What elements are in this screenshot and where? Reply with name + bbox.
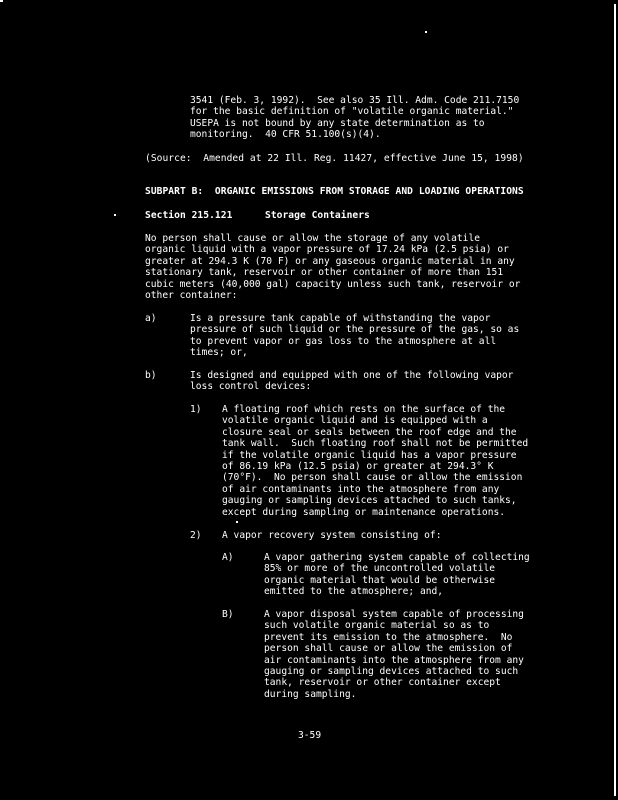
item-b2a-text [264, 552, 530, 598]
text-line: tank, reservoir or other container except [264, 677, 501, 689]
item-a-label: a) [145, 313, 157, 324]
text-line: 3541 (Feb. 3, 1992). See also 35 Ill. Adm. Code 211.7150 [190, 95, 520, 106]
text-line: Is a pressure tank capable of withstanding the vapor [190, 313, 491, 324]
text-line: organic material that would be otherwise [264, 574, 496, 586]
text-line: USEPA is not bound by any state determination as to [190, 117, 485, 129]
text-line: greater at 294.3 K (70 F) or any gaseous organic material in any [145, 255, 515, 267]
text-line: except during sampling or maintenance operations. [222, 506, 506, 518]
text-line: 85% or more of the uncontrolled volatile [264, 563, 496, 575]
main-paragraph [145, 233, 520, 301]
text-line: times; or, [190, 347, 248, 359]
item-b-label: b) [145, 370, 157, 381]
text-line: such volatile organic material so as to [264, 620, 490, 632]
text-line: volatile organic liquid and is equipped with a [222, 415, 488, 427]
scan-edge-right [614, 4, 616, 796]
text-line: of 86.19 kPa (12.5 psia) or greater at 294.3° K [222, 461, 494, 473]
section-title: Storage Containers [265, 210, 370, 221]
text-line: A vapor disposal system capable of processing [264, 609, 524, 620]
text-line: A vapor gathering system capable of collecting [264, 552, 530, 563]
text-line: to prevent vapor or gas loss to the atmosphere at all [190, 335, 497, 347]
text-line: Is designed and equipped with one of the following vapor [190, 370, 514, 381]
text-line: loss control devices: [190, 381, 312, 393]
subpart-heading: SUBPART B: ORGANIC EMISSIONS FROM STORAGE AND LOADING OPERATIONS [145, 186, 524, 197]
text-line: gauging or sampling devices attached to such tanks, [222, 495, 517, 507]
text-line: cubic meters (40,000 gal) capacity unless such tank, reservoir or [145, 278, 521, 290]
item-b2a-label: A) [222, 552, 234, 563]
text-line: gauging or sampling devices attached to such [264, 666, 519, 678]
text-line: No person shall cause or allow the storage of any volatile [145, 233, 481, 244]
scan-speck [236, 521, 238, 523]
text-line: during sampling. [264, 688, 357, 700]
item-b1-label: 1) [190, 404, 202, 415]
text-line: tank wall. Such floating roof shall not be permitted [222, 438, 529, 450]
text-line: if the volatile organic liquid has a vapor pressure [222, 449, 517, 461]
intro-paragraph [190, 95, 519, 141]
scan-speck [114, 214, 116, 216]
text-line: emitted to the atmosphere; and, [264, 586, 444, 598]
text-line: person shall cause or allow the emission of [264, 643, 513, 655]
item-b2b-text [264, 609, 524, 700]
page-number: 3-59 [298, 730, 322, 741]
text-line: for the basic definition of "volatile organic material." [190, 106, 514, 118]
text-line: of air contaminants into the atmosphere from any [222, 483, 500, 495]
text-line: organic liquid with a vapor pressure of 17.24 kPa (2.5 psia) or [145, 244, 509, 256]
item-b2b-label: B) [222, 609, 234, 620]
item-a-text [190, 313, 519, 359]
item-b2-text [222, 530, 442, 541]
text-line: monitoring. 40 CFR 51.100(s)(4). [190, 129, 381, 141]
text-line: closure seal or seals between the roof edge and the [222, 426, 517, 438]
text-line: stationary tank, reservoir or other container of more than 151 [145, 267, 504, 279]
text-line: A vapor recovery system consisting of: [222, 530, 442, 541]
text-line: (70°F). No person shall cause or allow the emission [222, 472, 523, 484]
item-b2-label: 2) [190, 530, 202, 541]
scan-mark [0, 0, 3, 2]
text-line: prevent its emission to the atmosphere. No [264, 631, 513, 643]
scan-speck [425, 31, 427, 33]
text-line: other container: [145, 290, 238, 302]
section-number: Section 215.121 [145, 210, 233, 221]
item-b-text [190, 370, 513, 393]
text-line: A floating roof which rests on the surface of the [222, 404, 506, 415]
text-line: pressure of such liquid or the pressure of the gas, so as [190, 324, 520, 336]
item-b1-text [222, 404, 528, 518]
text-line: air contaminants into the atmosphere from any [264, 654, 524, 666]
source-note: (Source: Amended at 22 Ill. Reg. 11427, effective June 15, 1998) [145, 153, 524, 164]
